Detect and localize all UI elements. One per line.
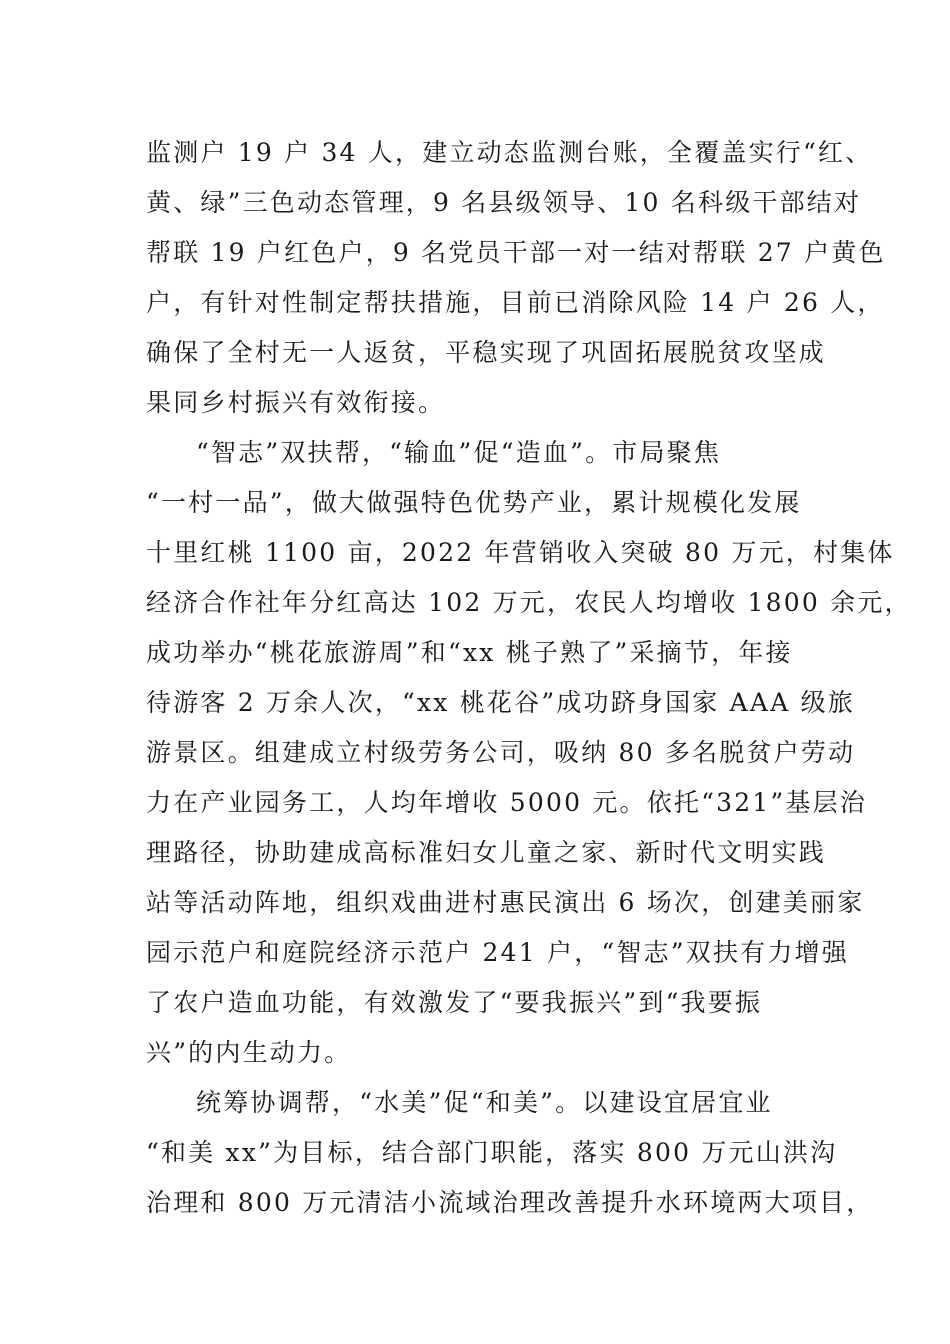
text-line-11: 成功举办“桃花旅游周”和“xx 桃子熟了”采摘节，年接: [146, 638, 793, 667]
text-line-2: 黄、绿”三色动态管理，9 名县级领导、10 名科级干部结对: [146, 188, 862, 217]
text-line-9: 十里红桃 1100 亩，2022 年营销收入突破 80 万元，村集体: [146, 538, 895, 567]
text-line-12: 待游客 2 万余人次，“xx 桃花谷”成功跻身国家 AAA 级旅: [146, 688, 855, 717]
paragraph-2-first-line: “智志”双扶帮，“输血”促“造血”。市局聚焦: [196, 438, 722, 467]
text-line-18: 了农户造血功能，有效激发了“要我振兴”到“我要振: [146, 988, 763, 1017]
text-line-19: 兴”的内生动力。: [146, 1038, 352, 1067]
text-line-4: 户，有针对性制定帮扶措施，目前已消除风险 14 户 26 人，: [146, 288, 885, 317]
paragraph-3-first-line: 统筹协调帮，“水美”促“和美”。以建设宜居宜业: [196, 1088, 773, 1117]
text-line-14: 力在产业园务工，人均年增收 5000 元。依托“321”基层治: [146, 788, 867, 817]
text-line-5: 确保了全村无一人返贫，平稳实现了巩固拓展脱贫攻坚成: [146, 338, 827, 367]
text-line-21: “和美 xx”为目标，结合部门职能，落实 800 万元山洪沟: [146, 1138, 838, 1167]
text-line-16: 站等活动阵地，组织戏曲进村惠民演出 6 场次，创建美丽家: [146, 888, 865, 917]
text-line-22: 治理和 800 万元清洁小流域治理改善提升水环境两大项目，: [146, 1188, 874, 1217]
text-line-3: 帮联 19 户红色户，9 名党员干部一对一结对帮联 27 户黄色: [146, 238, 886, 267]
text-line-17: 园示范户和庭院经济示范户 241 户，“智志”双扶有力增强: [146, 938, 849, 967]
text-line-10: 经济合作社年分红高达 102 万元，农民人均增收 1800 余元，: [146, 588, 912, 617]
text-line-13: 游景区。组建成立村级劳务公司，吸纳 80 多名脱贫户劳动: [146, 738, 856, 767]
text-line-1: 监测户 19 户 34 人，建立动态监测台账，全覆盖实行“红、: [146, 138, 873, 167]
text-line-6: 果同乡村振兴有效衔接。: [146, 388, 446, 417]
text-line-15: 理路径，协助建成高标准妇女儿童之家、新时代文明实践: [146, 838, 827, 867]
text-line-8: “一村一品”，做大做强特色优势产业，累计规模化发展: [146, 488, 802, 517]
